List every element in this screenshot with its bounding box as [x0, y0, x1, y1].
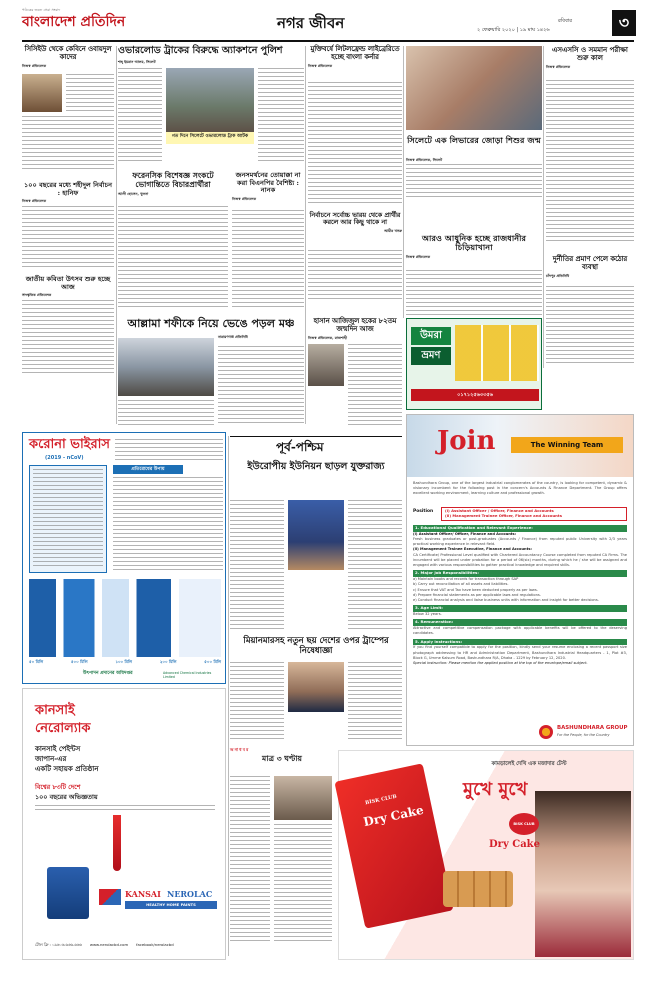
body-text [22, 300, 114, 376]
body-text [308, 250, 402, 302]
drycake-brand: BISK CLUB [364, 793, 398, 807]
drycake-tag1: কামড়ালেই দেখি এক মজাদার টেস্ট [491, 761, 567, 767]
umra-title: উমরা [411, 327, 451, 345]
req-line: (i) Assistant Officer/ Officer, Finance and Accounts: [413, 531, 517, 536]
kansai-title-2: নেরোল্যাক [35, 721, 91, 736]
headline: ১০০ বছরের মধ্যে শহীদুল নির্বাচন : হানিফ [23, 181, 113, 197]
bashundhara-ad [406, 414, 634, 746]
position-item: (i) Assistant Officer / Officer, Finance and Accounts [445, 508, 554, 513]
req-line: Fresh business graduates or post-graduates (Accounts / Finance) from reputed public University with 2/3 years practical working experience in relevant field. [413, 537, 627, 547]
join-word: Join [437, 426, 496, 456]
drycake-product-2: Dry Cake [489, 839, 540, 850]
resp-line: e) Conduct financial analysis and liaise business units with information and insight for better decisions. [413, 597, 599, 602]
age-line: Below 32 years. [413, 612, 442, 617]
headline: নির্বাচনে সর্বোচ্চ ভারয় থেকে প্রার্থীর করলে আর কিছু থাকে না [309, 211, 401, 227]
size-label: ৫০০ মিলি [70, 659, 88, 664]
drycake-biscuits [443, 871, 513, 907]
logo: বাংলাদেশ প্রতিদিন [22, 14, 126, 30]
byline: নিজস্ব প্রতিবেদক [308, 63, 333, 68]
corona-intro [115, 439, 223, 461]
umra-phone: ০১৭১২৫৬৩৩৫৬ [411, 389, 539, 401]
section-title: 1. Educational Qualification and Relevant Experience: [413, 525, 627, 532]
byline: শাহ্ ইমরান আলম, সিলেট [118, 59, 156, 64]
body-text [308, 82, 402, 204]
body-text-2 [258, 68, 304, 164]
story-khasru [308, 212, 402, 304]
aci-company: Advanced Chemical Industries Limited [163, 671, 212, 679]
size-label: ৫০ মিলি [29, 659, 44, 664]
body-text [218, 346, 304, 426]
body-text [118, 68, 162, 164]
body-text [230, 776, 270, 944]
byline: নিজস্ব প্রতিবেদক, রাজশাহী [308, 335, 348, 340]
winning-team: The Winning Team [511, 437, 623, 453]
kansai-sub2: জাপান-এর [35, 755, 67, 763]
byline: নিজস্ব প্রতিবেদক, সিলেট [406, 158, 443, 162]
story-hasan [308, 318, 402, 428]
drycake-tag2: মুখে মুখে [463, 779, 528, 800]
section-bar-title: পূর্ব-পশ্চিম [276, 440, 324, 454]
size-label: ৫০০ মিলি [204, 659, 221, 664]
pay-line: Attractive and competitive compensation package with applicable benefits will be offered to the deserving candidates. [413, 626, 627, 636]
body-text [546, 286, 634, 366]
paint-can [47, 867, 89, 919]
corona-title: করোনা ভাইরাস [29, 437, 111, 452]
story-onadhor [230, 748, 334, 948]
group-logo-icon [539, 725, 553, 739]
body-text [66, 74, 114, 112]
size-label: ২০০ মিলি [159, 659, 177, 664]
byline: নারায়ণগঞ্জ প্রতিনিধি [218, 334, 248, 339]
stage-photo [118, 338, 214, 396]
hasan-photo [308, 344, 344, 386]
group-tag: For the People, for the Country [557, 733, 610, 737]
kansai-tag: HEALTHY HOME PAINTS [125, 901, 217, 909]
kansai-fb[interactable]: facebook/nerolacbd [136, 942, 174, 947]
kansai-sub1: কানসাই পেইন্টস [35, 745, 81, 753]
kansai-bullets [35, 805, 215, 811]
position-item: (ii) Management Trainee Officer, Finance and Accounts [445, 512, 562, 518]
body-text [406, 164, 542, 198]
section-title: নগর জীবন [277, 14, 345, 32]
resp-line: a) Maintain books and records for transaction through SAP [413, 577, 519, 582]
byline: চাঁদপুর প্রতিনিধি [546, 273, 570, 278]
umra-ad [406, 318, 542, 410]
byline: নিজস্ব প্রতিবেদক [22, 63, 47, 68]
body-text-2 [274, 824, 332, 944]
headline: ফরেনসিক বিশেষজ্ঞ সংকটে ভোগান্তিতে বিচারপ্রার্থীরা [132, 171, 214, 189]
position-label: Position [413, 509, 434, 514]
kansai-brand: KANSAI [125, 889, 161, 899]
body-text [406, 270, 542, 316]
body-text [348, 344, 402, 426]
ad-intro: Bashundhara Group, one of the largest industrial conglomerates of the country, is looking for competent, dynamic & visionary incumbent for the following post in the concern's Accounts & Finance Department. The Group offers excellent working environment, learning culture and professional growth. [413, 481, 627, 496]
headline: মুক্তিবর্ষে লিটলফ্রেন্ড লাইব্রেরিতে হচ্ছে বাংলা কর্নার [310, 45, 400, 61]
size-label: ১০০ মিলি [115, 659, 133, 664]
byline: নিজস্ব প্রতিবেদক [546, 65, 571, 70]
day: রবিবার [558, 18, 572, 24]
section-title: 4. Remuneration: [413, 619, 627, 626]
story-forensic [118, 172, 228, 310]
byline: নিজস্ব প্রতিবেদক [232, 196, 257, 201]
photo-caption: গত দিনে সিলেটে ওভারলোড ট্রাক আটক [166, 132, 254, 144]
portrait-photo [22, 74, 62, 112]
section-title: 5. Apply instructions: [413, 639, 627, 646]
headline: আরও আধুনিক হচ্ছে রাজধানীর চিড়িয়াখানা [422, 233, 526, 253]
kansai-brand-2: NEROLAC [167, 889, 213, 899]
headline: দুর্নীতির প্রমাণ পেলে কঠোর ব্যবস্থা [552, 255, 628, 271]
logo-small: পাঠকের জন্যে সেরা সংবাদ [22, 8, 61, 12]
onadhor-photo [274, 776, 332, 820]
kansai-phone: টোল ফ্রি : ০৯৬০৬-৬৬৬-৬৬৬ [35, 942, 82, 947]
corona-sub: (2019 - nCoV) [45, 455, 84, 461]
headline: জাতীয় কবিতা উৎসব শুরু হচ্ছে আজ [25, 275, 111, 291]
headline: আল্লামা শফীকে নিয়ে ভেঙে পড়ল মঞ্চ [127, 317, 295, 330]
body-text-2 [348, 500, 402, 630]
body-text [22, 206, 114, 268]
section-title: 3. Age Limit: [413, 605, 627, 612]
kansai-line2: ১০০ বছরের অভিজ্ঞতায় [35, 793, 98, 801]
story-ssc [546, 46, 634, 246]
headline: সিসিইউ থেকে কেবিনে ওবায়দুল কাদের [24, 45, 112, 61]
resp-line: b) Carry out reconciliation of all assets and liabilities. [413, 582, 509, 587]
kansai-sub3: একটি সহায়ক প্রতিষ্ঠান [35, 765, 99, 773]
story-overload [118, 46, 304, 166]
requirements [413, 525, 627, 721]
date: ২ ফেব্রুয়ারি ২০২০ | ১৯ মাঘ ১৪২৬ [477, 27, 550, 33]
kansai-footer [35, 943, 219, 953]
apply-line: Special instruction: Please mention the applied position at the top of the envelope/email subject. [413, 661, 588, 666]
corona-ad [22, 432, 226, 684]
headline: ওভারলোড ট্রাকের বিরুদ্ধে অ্যাকশনে পুলিশ [118, 45, 283, 56]
acme-label: উৎপাদন প্রদানের অধিদপ্তর [83, 671, 133, 676]
body-text [230, 500, 284, 630]
masthead [22, 8, 634, 40]
req-line: (ii) Management Trainee Executive, Finance and Accounts: [413, 547, 532, 552]
kansai-line1: বিশ্বের ৮৩টি দেশে [35, 783, 81, 791]
size-labels [29, 659, 221, 667]
byline: আমীর খসরু [384, 228, 402, 233]
byline: নিজস্ব প্রতিবেদক [406, 254, 431, 259]
bisk-logo-text: BISK CLUB [513, 821, 535, 826]
resp-line: c) Ensure that VAT and Tax have been deducted properly as per laws. [413, 587, 538, 592]
hexisol-bottles [29, 579, 221, 657]
twins-photo [406, 46, 542, 130]
drycake-product: Dry Cake [362, 802, 425, 830]
kansai-title: কানসাই [35, 703, 75, 718]
story-obaidul [22, 46, 114, 176]
body-text [118, 206, 228, 308]
body-text [232, 210, 304, 310]
byline: আলী হোসেন, খুলনা [118, 192, 149, 197]
eu-photo [288, 500, 344, 570]
headline: মিয়ানমারসহ নতুন ছয় দেশের ওপর ট্রাম্পের নিষেধাজ্ঞা [243, 635, 389, 655]
body-text-2 [348, 662, 402, 742]
section-rule [230, 436, 402, 437]
apply-line: If you find yourself compatible to apply for the position, kindly send your resume enclosing a recent passport size photograph addressing to HR and Administration Department, Bashundhara Industrial Headquarters - 1, Plot #3, Block G, Umme Kalsum Road, Bashundhara R/A, Dhaka - 1229 by February 12, 2020. [413, 645, 627, 660]
byline: সাংস্কৃতিক প্রতিবেদক [22, 293, 52, 298]
paint-drip [113, 815, 121, 871]
column-rule [228, 436, 229, 956]
section-title: 2. Major Job Responsibilities: [413, 570, 627, 577]
symptoms-list [33, 469, 103, 569]
kansai-site[interactable]: www.nerolacbd.com [89, 942, 129, 947]
body-text-2 [118, 400, 214, 426]
body-text [546, 80, 634, 244]
column-rule [116, 46, 117, 424]
position-list [441, 507, 627, 521]
umra-title-2: ভ্রমণ [411, 347, 451, 365]
headline: ইউরোপীয় ইউনিয়ন ছাড়ল যুক্তরাজ্য [247, 461, 385, 472]
column-rule [543, 46, 544, 368]
story-eu [230, 462, 402, 632]
story-kobita [22, 276, 114, 378]
headline: মাত্র ৩ ঘণ্টায় [262, 753, 302, 763]
prevention-heading: প্রতিরোধের উপায় [113, 465, 183, 474]
drycake-pack [334, 763, 453, 928]
headline: সিলেটে এক লিভারের জোড়া শিশুর জন্ম [407, 135, 541, 145]
trump-photo [288, 662, 344, 712]
story-zoo [406, 206, 542, 318]
resp-line: d) Prepare financial statements as per applicable laws and regulations. [413, 592, 541, 597]
body-text-2 [22, 116, 114, 172]
story-trump [230, 636, 402, 744]
byline: নিজস্ব প্রতিবেদক [22, 199, 47, 204]
truck-photo [166, 68, 254, 132]
kansai-ad [22, 688, 226, 960]
story-shafi [118, 318, 304, 428]
story-library [308, 46, 402, 206]
body-text [230, 662, 284, 742]
column-rule [403, 46, 404, 318]
headline: এসএসসি ও সমমান পরীক্ষা শুরু কাল [552, 45, 628, 63]
column-rule [305, 46, 306, 424]
byline: অ না ধ ব র [230, 747, 249, 752]
masthead-rule [22, 40, 634, 42]
group-name: BASHUNDHARA GROUP [557, 725, 628, 731]
req-line: CA Certificate/ Professional Level qualified with Chartered Accountancy Course completed from reputed CA Firms. The incumbent will be placed under probation for a period of 06(six) months, during which he / she will be assigned and engaged with various responsibilities to gather practical knowledge and required skills. [413, 552, 627, 568]
prevention-list [113, 477, 223, 573]
umra-packages [455, 325, 539, 381]
model-photo [535, 791, 631, 957]
headline: জনসমর্থনের তোয়াক্কা না করা বিএনপির বৈশিষ্ট্য : নানক [235, 171, 301, 195]
story-nanak [232, 172, 304, 312]
nerolac-logo-icon [99, 889, 121, 905]
headline: হাসান আজিজুল হকের ৮২তম জন্মদিন আজ [313, 317, 397, 333]
page-number: ৩ [612, 10, 636, 36]
story-hanif [22, 182, 114, 270]
story-chandpur [546, 256, 634, 368]
drycake-ad [338, 750, 634, 960]
